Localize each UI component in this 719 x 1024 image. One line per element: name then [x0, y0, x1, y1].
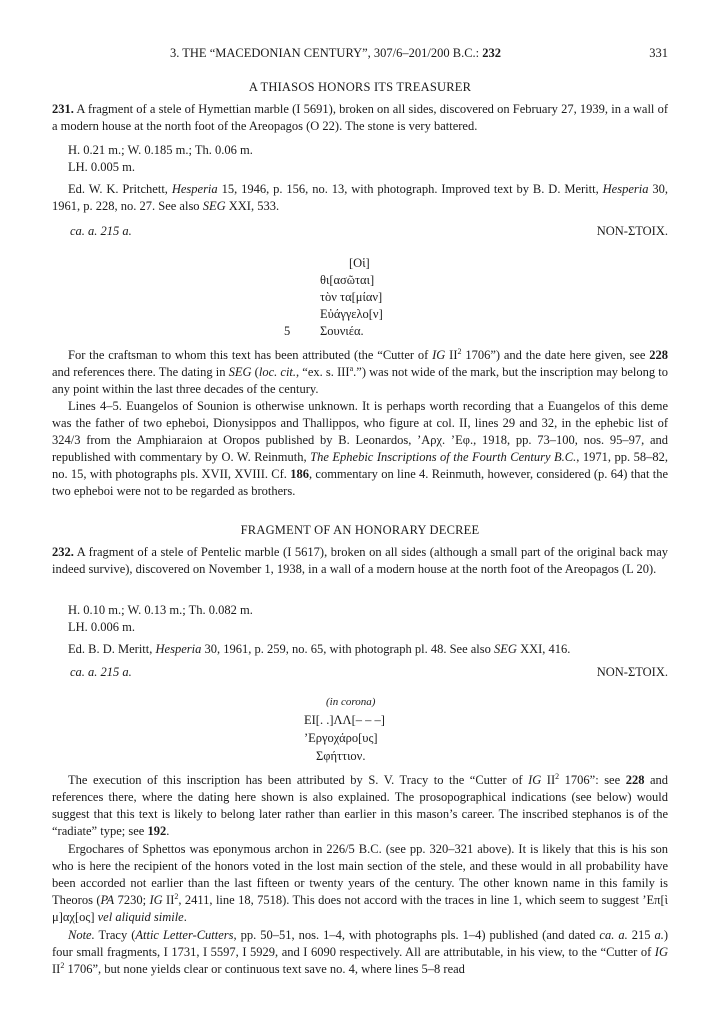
stoichedon-label-231: NON-ΣΤΟΙΧ.: [596, 224, 668, 238]
inscription-line-232-1: ΕΙ[. .]ΛΛ[– – –]: [304, 713, 385, 727]
inscription-line-231-5: Σουνιέα.: [320, 324, 364, 338]
edition-232: Ed. B. D. Meritt, Hesperia 30, 1961, p. 259, no. 65, with photograph pl. 48. See also SEG XXI, 416.: [68, 642, 571, 656]
document-page: [52, 0, 668, 1024]
commentary-231-1: For the craftsman to whom this text has been attributed (the “Cutter of IG $II^2$ 1706”) and the date here given, see 228 and references there. The dating in SEG (loc. cit., “ex. s. III$^a$.”) was not wide of the mark, but the inscription may belong to any point within the last three decades of the century.: [52, 346, 669, 396]
letter-height-232: LH. 0.006 m.: [68, 620, 136, 634]
entry-number-231: 231.: [52, 102, 74, 116]
page-number: 331: [649, 46, 668, 60]
commentary-231-2: Lines 4–5. Euangelos of Sounion is otherwise unknown. It is perhaps worth recording that a Euangelos of this deme was the father of two epheboi, Dionysippos and Thallippos, who figure at col. II, lines 29 and 32, in the ephebic list of 324/3 from the Amphiaraion at Oropos published by B. Leonardos, ’Αρχ. ’Εφ., 1918, pp. 73–100, nos. 95–97, and republished with commentary by O. W. Reinmuth, The Ephebic Inscriptions of the Fourth Century B.C., 1971, pp. 58–82, no. 15, with photographs pls. XVII, XVIII. Cf. 186, commentary on line 4. Reinmuth, however, considered (p. 64) that the two epheboi were not to be regarded as brothers.: [52, 399, 669, 498]
edition-231: Ed. W. K. Pritchett, Hesperia 15, 1946, p. 156, no. 13, with photograph. Improved text by B. D. Meritt, Hesperia 30, 1961, p. 228, no. 27. See also SEG XXI, 533.: [52, 182, 669, 213]
entry-number-232: 232.: [52, 545, 74, 559]
note-232: Note. Tracy (Attic Letter-Cutters, pp. 50–51, nos. 1–4, with photographs pls. 1–4) published (and dated ca. a. 215 a.) four small fragments, I 1731, I 5597, I 5929, and I 6090 respectively. All are attributable, in his view, to the “Cutter of IG $II^2$ 1706”, but none yields clear or continuous text save no. 4, where lines 5–8 read: [52, 928, 668, 976]
entry-232-description: 232. A fragment of a stele of Pentelic marble (I 5617), broken on all sides (although a small part of the original back may indeed survive), discovered on November 1, 1938, in a wall of a modern house at the north foot of the Areopagos (L 20).: [52, 545, 669, 576]
inscription-line-232-3: Σφήττιον.: [316, 749, 366, 763]
inscription-line-231-2: θι[ασῶται]: [320, 273, 375, 287]
letter-height-231: LH. 0.005 m.: [68, 160, 136, 174]
inscription-line-231-3: τὸν τα[μίαν]: [320, 290, 383, 304]
commentary-232-1: The execution of this inscription has been attributed by S. V. Tracy to the “Cutter of IG $II^2$ 1706”: see 228 and references there, where the dating here shown is also explained. The prosopographical indications (see below) would suggest that this text is likely to belong later rather than earlier in this mason’s career. The inscribed stephanos is of the “radiate” type; see 192.: [52, 771, 669, 838]
running-entry-number: 232: [482, 46, 502, 60]
inscription-line-232-2: ’Εργοχάρο[υς]: [304, 731, 378, 745]
entry-231-description: 231. A fragment of a stele of Hymettian marble (I 5691), broken on all sides, discovered on February 27, 1939, in a wall of a modern house at the north foot of the Areopagos (O 22). The stone is very battered.: [52, 102, 669, 133]
section-title-232: FRAGMENT OF AN HONORARY DECREE: [240, 523, 480, 537]
dimensions-231: H. 0.21 m.; W. 0.185 m.; Th. 0.06 m.: [68, 143, 253, 157]
date-232: ca. a. 215 a.: [70, 665, 132, 679]
date-231: ca. a. 215 a.: [70, 224, 132, 238]
inscription-corona-label: (in corona): [326, 696, 376, 708]
section-title-231: A THIASOS HONORS ITS TREASURER: [248, 80, 472, 94]
commentary-232-2: Ergochares of Sphettos was eponymous archon in 226/5 B.C. (see pp. 320–321 above). It is likely that this is his son who is here the recipient of the honors voted in the lost main section of the stele, and these would in all probability have been accorded not earlier than the last fifteen or twenty years of the century. The other known name in this family is Theoros (PA 7230; IG $II^2$, 2411, line 18, 7518). This does not accord with the traces in line 1, which seem to suggest ’Επ[ὶ μ]αχ[ος] vel aliquid simile.: [52, 842, 668, 924]
running-title: 3. THE “MACEDONIAN CENTURY”, 307/6–201/200 B.C.: 232: [170, 46, 502, 60]
dimensions-232: H. 0.10 m.; W. 0.13 m.; Th. 0.082 m.: [68, 603, 253, 617]
inscription-line-number-5: 5: [284, 324, 291, 338]
inscription-line-231-1: [Oἱ]: [349, 256, 370, 270]
stoichedon-label-232: NON-ΣΤΟΙΧ.: [596, 665, 668, 679]
inscription-line-231-4: Εὐάγγελο[ν]: [320, 307, 383, 321]
